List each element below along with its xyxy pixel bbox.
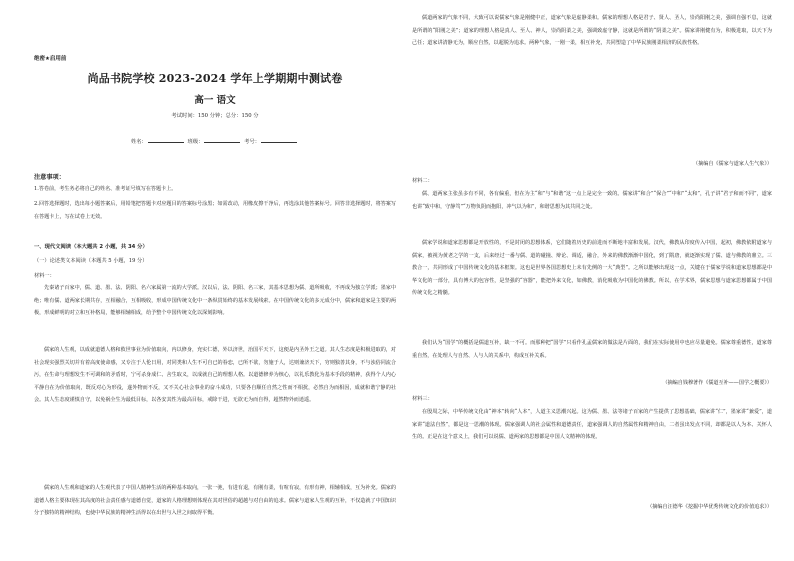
class-blank[interactable] — [204, 137, 240, 143]
note-item-2: 2.回答选择题时，选出每小题答案后，用铅笔把答题卡对应题目的答案标号涂黑；如需改动，用橡皮擦干净后，再选涂其他答案标号。回答非选择题时，将答案写在答题卡上，写在试卷上无效。 — [34, 201, 396, 220]
name-label: 姓名： — [130, 139, 147, 145]
material1-paragraph-3: 儒家的人生观和道家的人生观代表了中国人精神生活的两种基本取向，一张一弛，有进有退，有刚有柔，有喧有寂，有形有神，相辅相成，互为补充。儒家的道德人格主要体现在其高度的社会责任感与道德自觉，道家的人格理想则体现在其对世俗的超越与对自由的追求。儒家与道家人生观的互补，不仅造就了中国知识分子独特的精神结构，也使中华民族的精神生活得以在出世与入世之间取得平衡。 — [34, 485, 396, 517]
notes-heading: 注意事项： — [34, 174, 65, 181]
material3-paragraph: 在殷周之际，中华传统文化由“神本”转向“人本”，人道主义思潮兴起。这为儒、墨、法等诸子百家的产生提供了思想基础，儒家讲“仁”，墨家讲“兼爱”，道家讲“道法自然”，都是这一思潮的体现。儒家强调人的社会属性和道德责任，道家强调人的自然属性和精神自由，二者虽出发点不同，却都是以人为本、关怀人生的。正是在这个意义上，我们可以说儒、道两家的思想都是中国人文精神的体现。 — [412, 409, 772, 441]
name-blank[interactable] — [148, 137, 184, 143]
material1-paragraph-1: 先秦诸子百家中，儒、道、墨、法、阴阳、名六家属第一流的大学派。汉以后，法、阴阳、名三家，其基本思想为儒、道所吸收，不再成为独立学派；墨家中绝；唯有儒、道两家长期共存，互相融合，互相吸收，形成中国传统文化中一条纵贯始终的基本发展线索。在中国传统文化的多元成分中，儒家和道家是主要的两极，形成鲜明的对立和互补格局，能够相辅相成，给予整个中国传统文化以深刻影响。 — [34, 285, 396, 317]
student-fields — [34, 137, 396, 145]
material2-paragraph-b: 儒家学说和道家思想都是开放性的，不是封闭的思想体系，它们随着历史的前进而不断地丰富和发展。汉代，佛教从印度传入中国，起初，佛教依附道家与儒家，被视为黄老之学的一支，后来经过一番与儒、道的碰撞、辩论、调适，融合，外来的佛教渐渐中国化，到了隋唐，就逐渐实现了儒、道与佛教的鼎立。三教合一，共同形成了中国传统文化的基本框架。这也是世界各国思想史上未有先例的一大“典型”。之所以能够出现这一点，关键在于儒家学说和道家思想都是中华文化的一部分，具有博大的包容性，是坚强的“容器”，能把外来文化，如佛教，消化吸收为中国化的佛教。所以，在学术界，儒家思想与道家思想都属于中国传统文化之精髓。 — [412, 240, 772, 297]
section1-heading: 一、现代文阅读（本大题共 2 小题，共 34 分） — [34, 244, 148, 250]
section1-sub: （一）论述类文本阅读（本题共 5 小题，19 分） — [34, 258, 148, 264]
material1-paragraph-2: 儒家的人生观，以成就道德人格和救世事业为价值取向，内以修身，充实仁德，外以济世，治国平天下，这便是内圣外王之道。其人生态度是积极进取的，对社会现实强烈关切并有着高度使命感，又专注于人伦日用，对同类和人生不可自已的眷恋，已所不欲，勿施于人，达则兼济天下，穷则独善其身，不与浊俗同流合污，在生命与理想发生不可调和的矛盾时，宁可杀身成仁、舍生取义，以成就自己的理想人格。以道德修养为核心，以礼乐教化为基本手段的精神，获得个人内心平静自在为价值取向，既反对心为形役，遂外物而不反，又不关心社会事业的奋斗成功，只要各自顺任自然之性而不相扰，必然自为而相因，成就和谐宁静的社会。其人生态度谨慎自守，以免祸全生为最低目标，以各安其性为最高目标，戒除干进，无欲无为而自得，超然物外而逍遥。 — [34, 347, 396, 404]
secret-label: 绝密★启用前 — [34, 56, 67, 62]
material2-paragraph-a: 儒、道两家主张虽多有不同，各有偏重，但在为主“和”与“和谐”这一点上是完全一致的。儒家讲“和合”“保合”“中和”“太和”，孔子讲“君子和而不同”，道家也讲“致中和，守静笃”“万物负阴而抱阳，冲气以为和”，和谐思想为其共同之处。 — [412, 191, 772, 210]
material3-label: 材料三： — [412, 396, 433, 402]
note-item-1: 1.答卷前，考生务必将自己的姓名、准考证号填写在答题卡上。 — [34, 186, 177, 192]
class-label: 班级： — [187, 139, 204, 145]
exam-meta: 考试时间：150 分钟；总分：150 分 — [171, 113, 259, 119]
exam-title: 尚品书院学校 2023-2024 学年上学期期中测试卷 — [87, 72, 343, 85]
material2-label: 材料二： — [412, 178, 433, 184]
id-label: 考号： — [244, 139, 261, 145]
source-2: （摘编自钱穆著作《儒道互补——国学之概要》） — [662, 380, 772, 386]
right-paragraph-top: 儒道两家的气象不同，大致可以说儒家气象是刚健中正，道家气象是虚静柔和。儒家的理想人格是君子、贤人、圣人，崇尚阳刚之美，强调自强不息，这就是所谓的“阳刚之美”；道家的理想人格是真人、至人、神人，崇尚阴柔之美，强调致虚守静，这就是所谓的“阴柔之美”。儒家讲刚健有为，积极进取，以天下为己任；道家讲清静无为，顺应自然，以超脱为追求。两种气象，一刚一柔，相互补充，共同塑造了中华民族刚柔相济的民族性格。 — [412, 15, 772, 47]
source-3: （摘编自汪德华《挖掘中华优秀传统文化的价值追求》） — [647, 504, 772, 510]
material2-paragraph-c: 我们认为“国学”的概括是儒道互补，缺一不可。而那种把“国学”只看作孔孟儒家的做法是片面的，我们在实际使用中也应尽量避免。儒家尊重德性，道家尊重自然，在处理人与自然、人与人的关系中，构成互补关系。 — [412, 340, 772, 359]
id-blank[interactable] — [261, 137, 297, 143]
exam-subtitle: 高一 语文 — [194, 95, 236, 106]
material1-label: 材料一： — [34, 273, 55, 279]
source-1: （摘编自《儒家与道家人生气象》） — [693, 161, 772, 167]
